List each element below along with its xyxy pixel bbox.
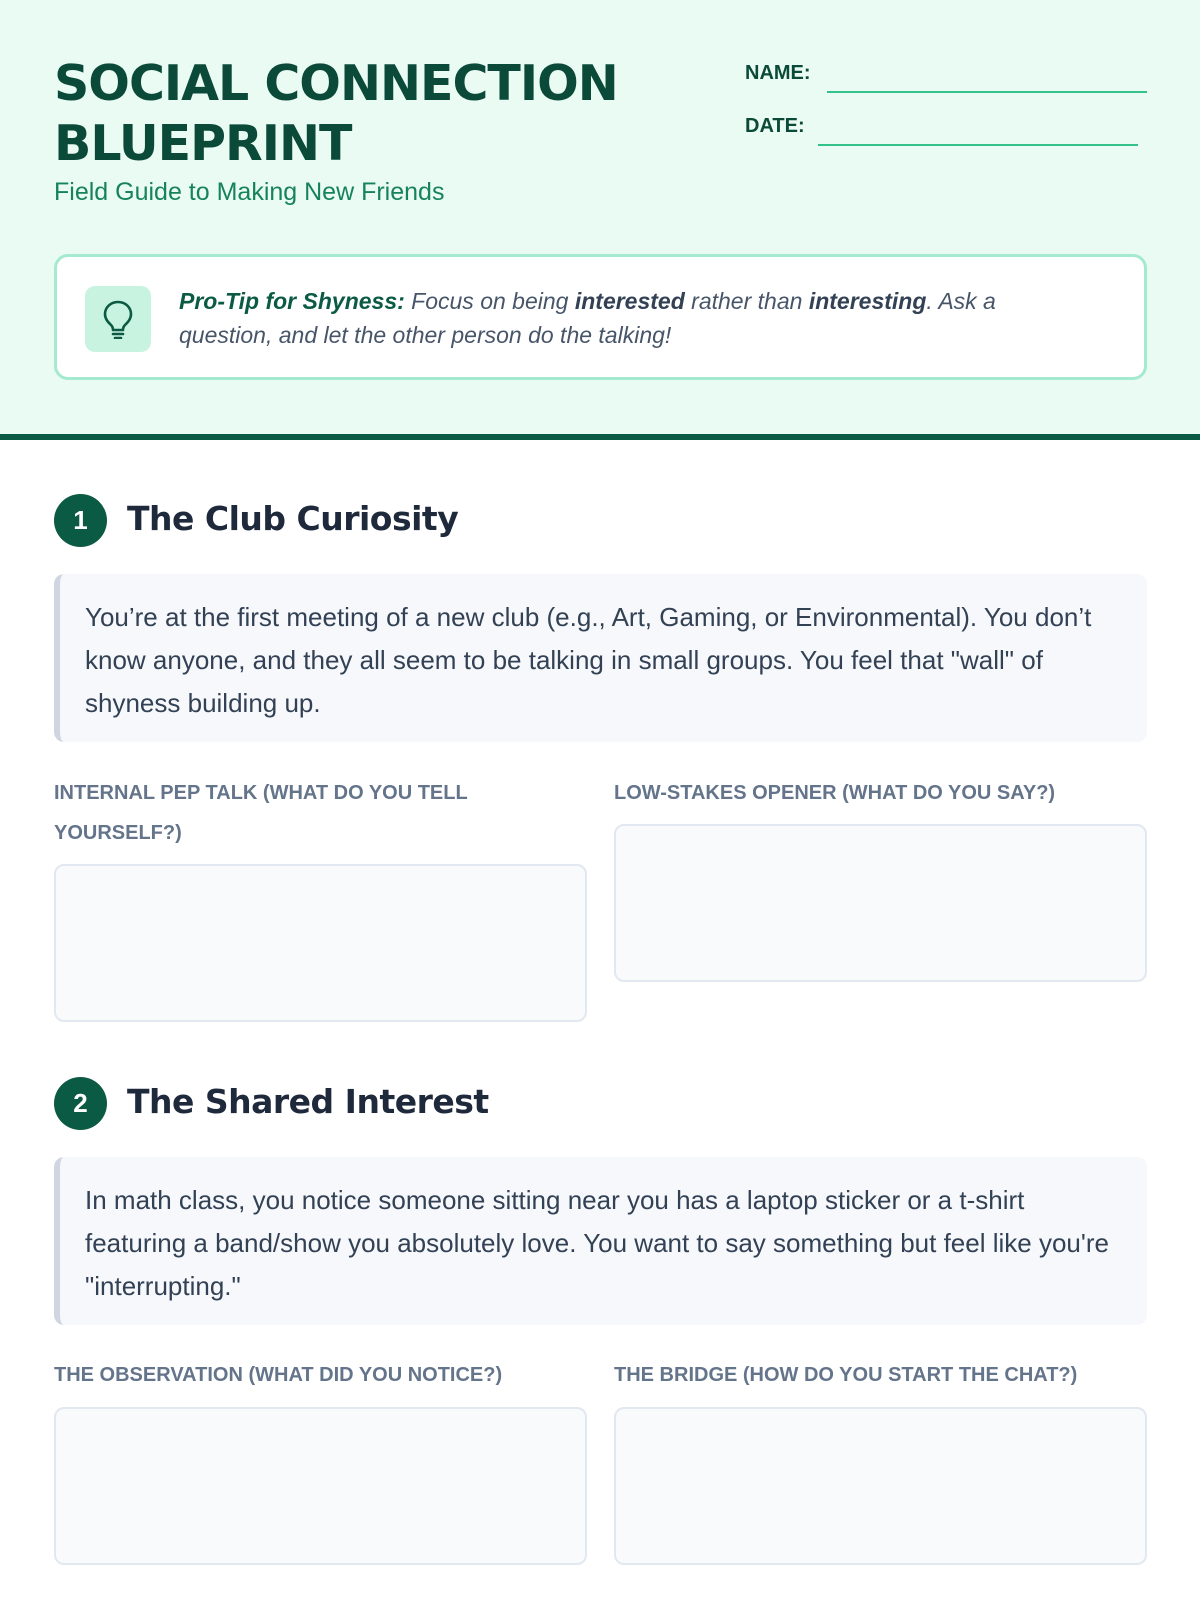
pro-tip-text <box>179 284 1069 352</box>
title-line-2: BLUEPRINT <box>54 115 352 172</box>
section-number-badge: 1 <box>54 494 107 547</box>
lightbulb-icon <box>85 286 151 352</box>
scenario-text: In math class, you notice someone sitting near you has a laptop sticker or a t-shirt featuring a band/show you absolutely love. You want to say something but feel like you're "interrupting." <box>54 1157 1147 1325</box>
pro-tip-emphasis: interested <box>574 288 685 314</box>
worksheet-header <box>0 0 1200 440</box>
page-title <box>54 54 618 174</box>
pro-tip-emphasis: interesting <box>808 288 927 314</box>
answer-box-observation[interactable] <box>54 1407 587 1565</box>
name-field[interactable] <box>827 91 1147 93</box>
scenario-text: You’re at the first meeting of a new club (e.g., Art, Gaming, or Environmental). You don’t know anyone, and they all seem to be talking in small groups. You feel that "wall" of shyness building up. <box>54 574 1147 742</box>
prompt-label-pep-talk: INTERNAL PEP TALK (WHAT DO YOU TELL YOURSELF?) <box>54 782 468 844</box>
title-line-1: SOCIAL CONNECTION <box>54 55 618 112</box>
answer-box-bridge[interactable] <box>614 1407 1147 1565</box>
page-subtitle: Field Guide to Making New Friends <box>54 178 445 206</box>
section-number-badge: 2 <box>54 1077 107 1130</box>
answer-box-opener[interactable] <box>614 824 1147 982</box>
pro-tip-text-part: Focus on being <box>404 288 575 314</box>
prompt-label-bridge: THE BRIDGE (HOW DO YOU START THE CHAT?) <box>614 1364 1078 1386</box>
section-title: The Club Curiosity <box>127 499 459 538</box>
prompt-label-opener: LOW-STAKES OPENER (WHAT DO YOU SAY?) <box>614 782 1056 804</box>
date-field[interactable] <box>818 144 1138 146</box>
section-title: The Shared Interest <box>127 1082 489 1121</box>
pro-tip-box <box>54 254 1147 380</box>
pro-tip-text-part: rather than <box>684 288 809 314</box>
pro-tip-text-part: . Ask a question, and let the other person do the talking! <box>179 288 996 348</box>
name-label: NAME: <box>745 62 811 84</box>
date-label: DATE: <box>745 115 805 137</box>
prompt-label-observation: THE OBSERVATION (WHAT DID YOU NOTICE?) <box>54 1364 503 1386</box>
pro-tip-lead: Pro-Tip for Shyness: <box>179 288 405 314</box>
answer-box-pep-talk[interactable] <box>54 864 587 1022</box>
